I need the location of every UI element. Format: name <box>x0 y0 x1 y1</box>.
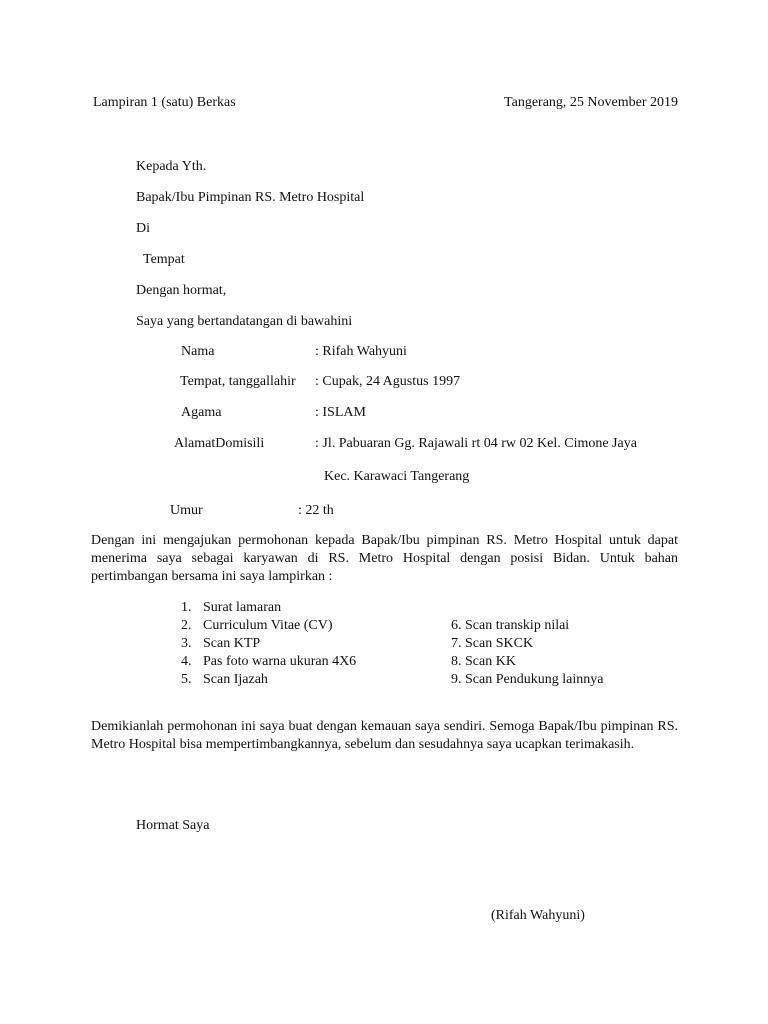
list-item: 6. Scan transkip nilai <box>451 618 570 633</box>
address-value: : Jl. Pabuaran Gg. Rajawali rt 04 rw 02 Kel. Cimone Jaya <box>315 436 637 451</box>
attachments-list-left <box>181 599 356 689</box>
list-item-text: Scan Ijazah <box>203 672 268 687</box>
body-paragraph: Dengan ini mengajukan permohonan kepada Bapak/Ibu pimpinan RS. Metro Hospital untuk dapat menerima saya sebagai karyawan di RS. Metro Hospital dengan posisi Bidan. Untuk bahan pertimbangan bersama ini saya lampirkan : <box>91 533 678 584</box>
recipient-name: Bapak/Ibu Pimpinan RS. Metro Hospital <box>136 190 365 205</box>
list-item <box>181 671 356 689</box>
attachments-list-right <box>451 617 603 689</box>
name-value: : Rifah Wahyuni <box>315 344 407 359</box>
intro-line: Saya yang bertandatangan di bawahini <box>136 314 353 329</box>
list-item: 9. Scan Pendukung lainnya <box>451 672 604 687</box>
address-value-line2: Kec. Karawaci Tangerang <box>324 469 470 484</box>
religion-label: Agama <box>181 405 222 420</box>
birth-label: Tempat, tanggallahir <box>180 374 296 389</box>
list-item-number: 1. <box>181 600 192 615</box>
list-item-number: 4. <box>181 654 192 669</box>
list-item <box>181 617 356 635</box>
list-item <box>181 599 356 617</box>
age-value: : 22 th <box>298 503 334 518</box>
greeting: Dengan hormat, <box>136 283 227 298</box>
birth-value: : Cupak, 24 Agustus 1997 <box>315 374 461 389</box>
closing-paragraph: Demikianlah permohonan ini saya buat dengan kemauan saya sendiri. Semoga Bapak/Ibu pimpinan RS. Metro Hospital bisa mempertimbangkannya, sebelum dan sesudahnya saya ucapkan terimakasih. <box>91 719 678 752</box>
recipient-salutation: Kepada Yth. <box>136 159 207 174</box>
list-item-number: 5. <box>181 672 192 687</box>
list-item-text: Scan KTP <box>203 636 261 651</box>
list-item: 7. Scan SKCK <box>451 636 534 651</box>
list-item <box>181 635 356 653</box>
recipient-place: Tempat <box>143 252 185 267</box>
place-date: Tangerang, 25 November 2019 <box>504 95 678 110</box>
list-item-text: Curriculum Vitae (CV) <box>203 618 333 633</box>
list-item <box>181 653 356 671</box>
list-item-number: 2. <box>181 618 192 633</box>
list-item-text: Pas foto warna ukuran 4X6 <box>203 654 357 669</box>
list-item-number: 3. <box>181 636 192 651</box>
list-item: 8. Scan KK <box>451 654 516 669</box>
list-item-text: Surat lamaran <box>203 600 282 615</box>
attachment-note: Lampiran 1 (satu) Berkas <box>93 95 236 110</box>
signature-name: (Rifah Wahyuni) <box>491 908 585 923</box>
address-label: AlamatDomisili <box>174 436 265 451</box>
name-label: Nama <box>181 344 215 359</box>
recipient-di: Di <box>136 221 150 236</box>
age-label: Umur <box>170 503 203 518</box>
signoff: Hormat Saya <box>136 818 210 833</box>
religion-value: : ISLAM <box>315 405 366 420</box>
